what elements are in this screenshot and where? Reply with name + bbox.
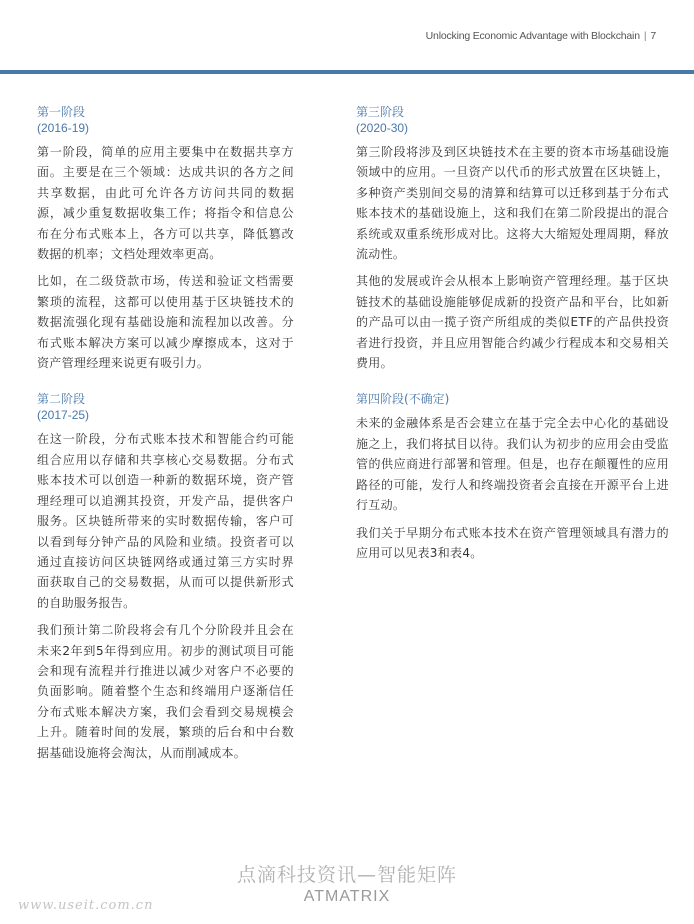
stage4-title: 第四阶段(不确定) bbox=[356, 392, 450, 407]
footer-brand: ATMATRIX bbox=[303, 888, 391, 905]
right-column bbox=[356, 104, 669, 563]
page-header bbox=[426, 30, 656, 42]
stage1-title: 第一阶段 bbox=[37, 105, 86, 119]
stage2-title: 第二阶段 bbox=[37, 392, 86, 407]
stage4-paragraph-1: 未来的金融体系是否会建立在基于完全去中心化的基础设施之上，我们将拭目以待。我们认为初步的应用会由受监管的供应商进行部署和管理。但是，也存在颠覆性的应用路径的可能，发行人和终端投资者会直接在开源平台上进行互动。 bbox=[356, 416, 669, 513]
report-title: Unlocking Economic Advantage with Blockchain bbox=[425, 30, 640, 42]
left-column bbox=[37, 104, 294, 763]
stage3-paragraph-2: 其他的发展或许会从根本上影响资产管理经理。基于区块链技术的基础设施能够促成新的投资产品和平台，比如新的产品可以由一揽子资产所组成的类似ETF的产品供投资者进行投资，并且应用智能合约减少行程成本和交易相关费用。 bbox=[356, 274, 669, 371]
stage2-paragraph-1: 在这一阶段，分布式账本技术和智能合约可能组合应用以存储和共享核心交易数据。分布式账本技术可以创造一种新的数据环境，资产管理经理可以追溯其投资，开发产品，提供客户服务。区块链所带来的实时数据传输，客户可以看到每分钟产品的风险和业绩。投资者可以通过直接访问区块链网络或通过第三方实时界面获取自己的交易数据，从而可以提供新形式的自助服务报告。 bbox=[37, 432, 294, 610]
stage3-period: (2020-30) bbox=[356, 121, 409, 135]
stage1-heading bbox=[37, 104, 294, 136]
header-separator: | bbox=[643, 30, 647, 42]
stage4-heading bbox=[356, 391, 669, 407]
stage4-paragraph-2: 我们关于早期分布式账本技术在资产管理领域具有潜力的应用可以见表3和表4。 bbox=[356, 525, 669, 560]
stage1-paragraph-2: 比如，在二级贷款市场，传送和验证文档需要繁琐的流程，这都可以使用基于区块链技术的数据流强化现有基础设施和流程加以改善。分布式账本解决方案可以减少摩擦成本，这对于资产管理经理来说更有吸引力。 bbox=[37, 274, 294, 371]
site-watermark: www.useit.com.cn bbox=[18, 898, 154, 913]
stage2-heading bbox=[37, 391, 294, 423]
footer-watermark: 点滴科技资讯—智能矩阵 bbox=[236, 864, 457, 886]
stage3-heading bbox=[356, 104, 669, 136]
stage1-period: (2016-19) bbox=[37, 121, 90, 135]
stage2-period: (2017-25) bbox=[37, 408, 90, 423]
stage1-paragraph-1: 第一阶段，简单的应用主要集中在数据共享方面。主要是在三个领域：达成共识的各方之间共享数据，由此可允许各方访问共同的数据源，减少重复数据收集工作；将指令和信息公布在分布式账本上，各方可以共享，降低篡改数据的机率；文档处理效率更高。 bbox=[37, 145, 294, 262]
stage3-paragraph-1: 第三阶段将涉及到区块链技术在主要的资本市场基础设施领域中的应用。一旦资产以代币的形式放置在区块链上，多种资产类别间交易的清算和结算可以迁移到基于分布式账本技术的基础设施上，这和我们在第二阶段提出的混合系统或双重系统形成对比。这将大大缩短处理周期，释放流动性。 bbox=[356, 145, 669, 262]
page-number: 7 bbox=[650, 30, 656, 42]
stage3-title: 第三阶段 bbox=[356, 105, 405, 119]
stage2-paragraph-2: 我们预计第二阶段将会有几个分阶段并且会在未来2年到5年得到应用。初步的测试项目可能会和现有流程并行推进以减少对客户不必要的负面影响。随着整个生态和终端用户逐渐信任分布式账本解决方案，我们会看到交易规模会上升。随着时间的发展，繁琐的后台和中台数据基础设施将会淘汰，从而削减成本。 bbox=[37, 623, 294, 760]
header-rule bbox=[0, 70, 694, 74]
